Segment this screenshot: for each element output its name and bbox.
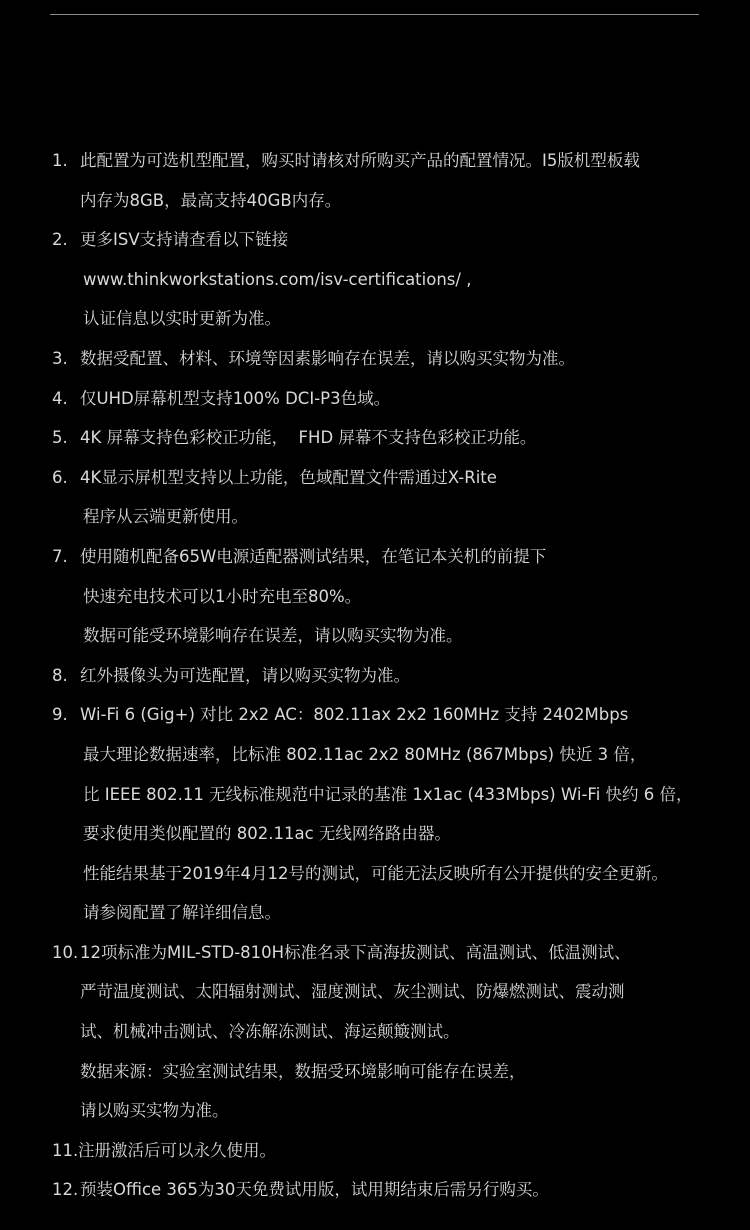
note-10-cont (0, 972, 750, 1012)
note-2-link[interactable] (0, 260, 750, 300)
note-9-cont (0, 775, 750, 815)
note-1 (0, 141, 750, 181)
note-9-cont (0, 814, 750, 854)
note-10-cont (0, 1052, 750, 1092)
note-8 (0, 656, 750, 696)
note-number: 9. (52, 705, 68, 725)
note-text: 4K显示屏机型支持以上功能，色域配置文件需通过X-Rite (80, 467, 497, 487)
note-text: 红外摄像头为可选配置，请以购买实物为准。 (80, 665, 410, 685)
note-text: 认证信息以实时更新为准。 (83, 309, 281, 329)
note-number: 4. (52, 388, 68, 408)
note-text: 快速充电技术可以1小时充电至80%。 (83, 586, 362, 606)
note-text: 严苛温度测试、太阳辐射测试、湿度测试、灰尘测试、防爆燃测试、震动测 (80, 982, 625, 1002)
note-10-cont (0, 1091, 750, 1131)
note-6 (0, 458, 750, 498)
note-text: 12项标准为MIL-STD-810H标准名录下高海拔测试、高温测试、低温测试、 (80, 942, 631, 962)
note-number: 1. (52, 151, 68, 170)
note-7 (0, 537, 750, 577)
note-text: 性能结果基于2019年4月12号的测试，可能无法反映所有公开提供的安全更新。 (83, 863, 668, 883)
note-number: 3. (52, 348, 68, 368)
note-3 (0, 339, 750, 379)
note-10-cont (0, 1012, 750, 1052)
note-text: 更多ISV支持请查看以下链接 (80, 230, 289, 250)
footnote-list (0, 141, 750, 1210)
note-1-cont (0, 181, 750, 221)
note-text: 预装Office 365为30天免费试用版，试用期结束后需另行购买。 (80, 1180, 549, 1200)
note-9-cont (0, 854, 750, 894)
note-text: 内存为8GB，最高支持40GB内存。 (80, 190, 342, 210)
note-text: 数据可能受环境影响存在误差，请以购买实物为准。 (83, 626, 463, 646)
note-7-cont (0, 577, 750, 617)
note-number: 2. (52, 230, 68, 250)
note-12 (0, 1170, 750, 1210)
note-text: 仅UHD屏幕机型支持100% DCI-P3色域。 (80, 388, 391, 408)
note-2 (0, 220, 750, 260)
note-7-cont (0, 616, 750, 656)
note-10 (0, 933, 750, 973)
note-11 (0, 1131, 750, 1171)
note-text: 使用随机配备65W电源适配器测试结果，在笔记本关机的前提下 (80, 546, 547, 566)
note-text: 注册激活后可以永久使用。 (78, 1140, 276, 1160)
note-6-cont (0, 497, 750, 537)
note-text: 数据来源：实验室测试结果，数据受环境影响可能存在误差， (80, 1061, 526, 1081)
note-text: 要求使用类似配置的 802.11ac 无线网络路由器。 (83, 824, 451, 844)
note-text: 请以购买实物为准。 (80, 1101, 229, 1121)
note-number: 6. (52, 467, 68, 487)
note-9 (0, 695, 750, 735)
note-number: 11. (52, 1140, 79, 1160)
note-text: 此配置为可选机型配置，购买时请核对所购买产品的配置情况。I5版机型板载 (80, 151, 640, 170)
note-text: 程序从云端更新使用。 (83, 507, 248, 527)
note-number: 12. (52, 1180, 79, 1200)
isv-certification-link[interactable]: www.thinkworkstations.com/isv-certifications/ , (83, 269, 472, 289)
note-text: 数据受配置、材料、环境等因素影响存在误差，请以购买实物为准。 (80, 348, 575, 368)
note-9-cont (0, 893, 750, 933)
note-number: 5. (52, 428, 68, 448)
note-4 (0, 379, 750, 419)
note-text: 最大理论数据速率，比标准 802.11ac 2x2 80MHz (867Mbps) 快近 3 倍， (83, 744, 647, 764)
note-text: 比 IEEE 802.11 无线标准规范中记录的基准 1x1ac (433Mbps) Wi-Fi 快约 6 倍， (83, 784, 693, 804)
top-divider (50, 14, 699, 15)
note-text: 请参阅配置了解详细信息。 (83, 903, 281, 923)
note-number: 8. (52, 665, 68, 685)
note-text: Wi-Fi 6 (Gig+) 对比 2x2 AC：802.11ax 2x2 160MHz 支持 2402Mbps (80, 705, 629, 725)
note-number: 10. (52, 942, 79, 962)
note-text: 4K 屏幕支持色彩校正功能， FHD 屏幕不支持色彩校正功能。 (80, 428, 537, 448)
note-number: 7. (52, 546, 68, 566)
note-text: 试、机械冲击测试、冷冻解冻测试、海运颠簸测试。 (80, 1022, 460, 1042)
note-5 (0, 418, 750, 458)
note-2-cont (0, 299, 750, 339)
note-9-cont (0, 735, 750, 775)
